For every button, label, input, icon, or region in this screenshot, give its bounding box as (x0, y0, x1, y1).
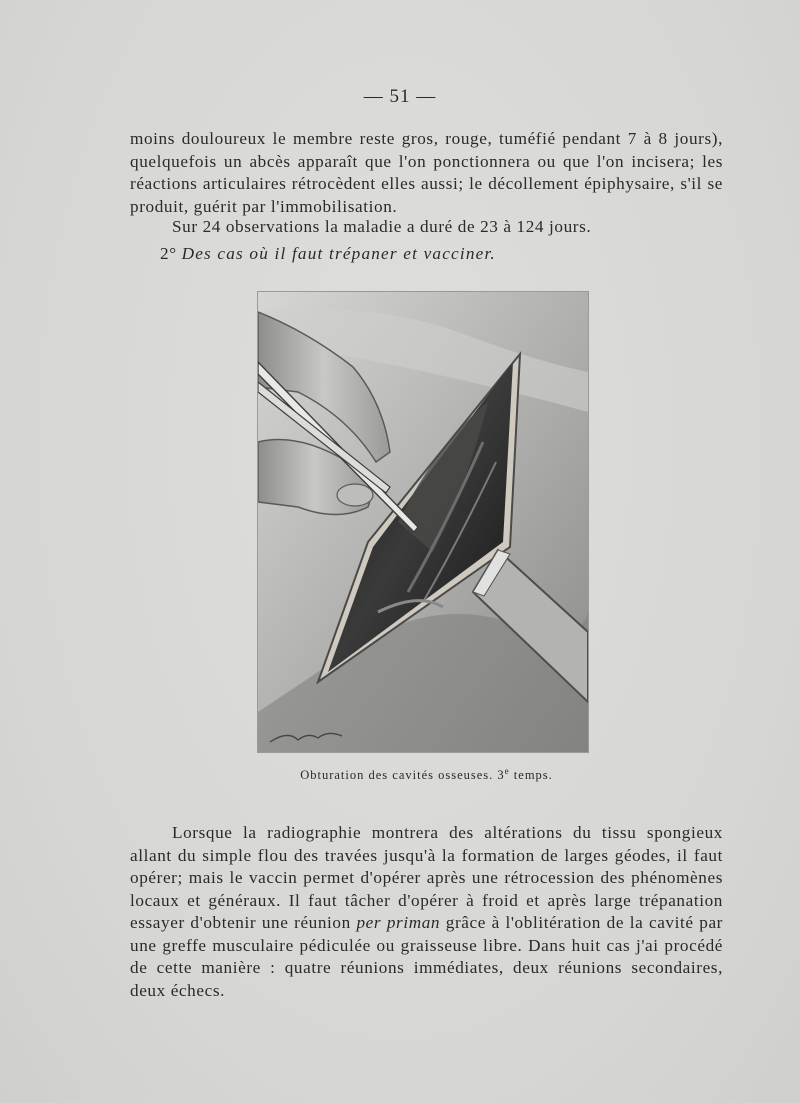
paragraph-continuation: moins douloureux le membre reste gros, rouge, tuméfié pendant 7 à 8 jours), quelquefois un abcès apparaît que l'on ponctionnera ou que l'on incisera; les réactions articulaires rétrocèdent elles aussi; le décollement épiphysaire, s'il se produit, guérit par l'immobilisation. (130, 129, 723, 216)
section-title: Des cas où il faut trépaner et vacciner. (181, 244, 496, 263)
illustration-drawing (258, 292, 588, 752)
paragraph-observations (130, 216, 723, 239)
caption-main: Obturation des cavités osseuses. 3 (300, 768, 505, 783)
section-heading (130, 243, 723, 266)
caption-superscript: e (504, 766, 510, 776)
surgical-illustration (258, 292, 588, 752)
latin-phrase: per priman (356, 913, 441, 932)
page-number: — 51 — (363, 86, 437, 107)
observations-text: Sur 24 observations la maladie a duré de 23 à 124 jours. (172, 217, 592, 236)
paragraph-treatment (130, 822, 723, 1002)
figure-caption (0, 766, 800, 783)
caption-end: temps. (509, 768, 553, 783)
treatment-text-after: grâce à l'oblitération de la cavité par une greffe musculaire pédiculée ou graisseuse libre. Dans huit cas j'ai procédé de cette manière : quatre réunions immédiates, deux réunions secondaires, deux échecs. (130, 913, 723, 1000)
treatment-text-before: Lorsque la radiographie montrera des altérations du tissu spongieux allant du simple flou des travées jusqu'à la formation de larges géodes, il faut opérer; mais le vaccin permet d'opérer après une rétrocession des phénomènes locaux et généraux. Il faut tâcher d'opérer à froid et après large trépanation essayer d'obtenir une réunion (130, 823, 723, 932)
section-number: 2° (160, 244, 177, 263)
